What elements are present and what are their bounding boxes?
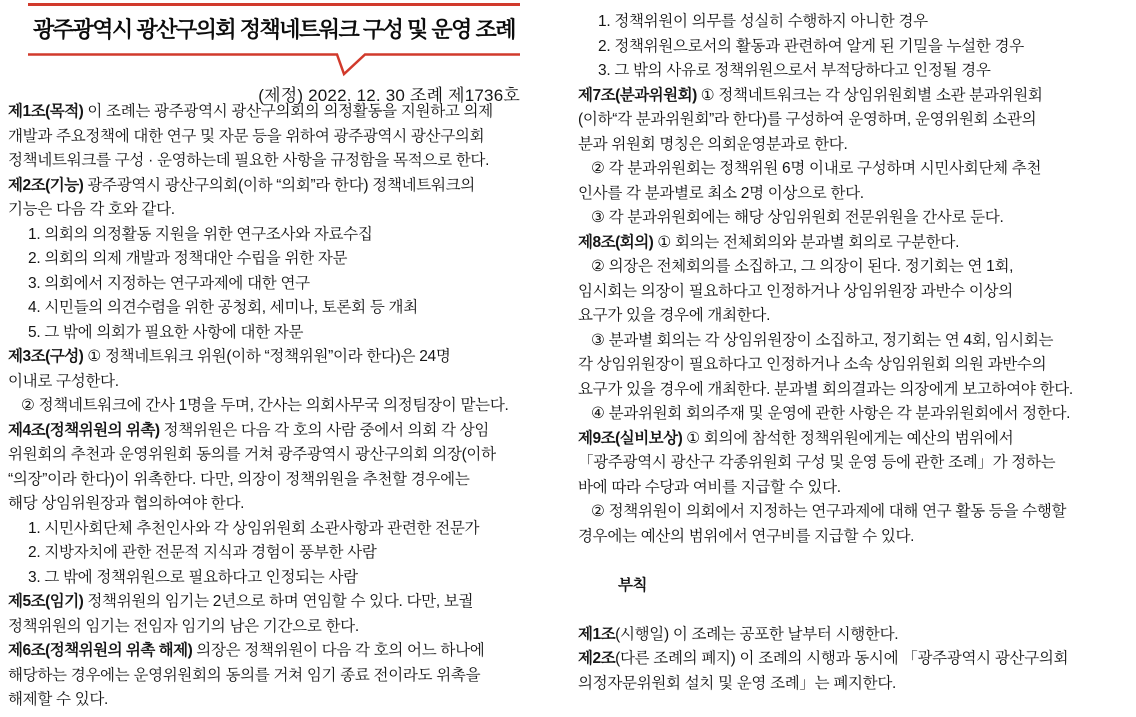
text-line [8, 321, 568, 346]
text-line [578, 672, 1136, 697]
line-text: 인사를 각 분과별로 최소 2명 이상으로 한다. [578, 184, 864, 202]
line-text: 의장은 정책위원이 다음 각 호의 어느 하나에 [192, 642, 485, 659]
text-line [578, 304, 1136, 329]
title-underline-callout [28, 53, 520, 79]
text-line [578, 353, 1136, 378]
article-label: 제9조(실비보상) [578, 429, 683, 447]
right-column [578, 10, 1136, 696]
line-text: 정책위원의 임기는 2년으로 하며 연임할 수 있다. 다만, 보궐 [83, 593, 474, 610]
line-text: 2. 정책위원으로서의 활동과 관련하여 알게 된 기밀을 누설한 경우 [598, 37, 1024, 55]
text-line [8, 639, 568, 664]
left-column [8, 100, 568, 713]
text-line [578, 231, 1136, 256]
text-line [8, 174, 568, 199]
article-label: 제2조(기능) [8, 176, 84, 194]
article-label: 제5조(임기) [8, 593, 84, 610]
text-line [578, 329, 1136, 354]
text-line [8, 688, 568, 713]
text-line [8, 247, 568, 272]
text-line [578, 35, 1136, 60]
text-line [8, 664, 568, 689]
line-text: ③ 분과별 회의는 각 상임위원장이 소집하고, 정기회는 연 4회, 임시회는 [591, 331, 1054, 349]
line-text: 이 조례는 광주광역시 광산구의회의 의정활동을 지원하고 의제 [83, 103, 493, 120]
article-label: 제1조 [578, 625, 616, 643]
article-label: 부칙 [618, 576, 647, 594]
line-text: 5. 그 밖에 의회가 필요한 사항에 대한 자문 [28, 323, 304, 341]
text-line [8, 492, 568, 517]
text-line [8, 541, 568, 566]
text-line [578, 500, 1136, 525]
text-line [578, 427, 1136, 452]
line-text: “의장”이라 한다)이 위촉한다. 다만, 의장이 정책위원을 추천할 경우에는 [8, 470, 470, 488]
text-line [578, 647, 1136, 672]
article-label: 제8조(회의) [578, 233, 654, 251]
line-text: (다른 조례의 폐지) 이 조례의 시행과 동시에 「광주광역시 광산구의회 [615, 650, 1069, 667]
text-line [8, 370, 568, 395]
line-text: ② 정책위원이 의회에서 지정하는 연구과제에 대해 연구 활동 등을 수행할 [591, 503, 1067, 520]
line-text: 해제할 수 있다. [8, 691, 109, 708]
line-text: (시행일) 이 조례는 공포한 날부터 시행한다. [615, 625, 899, 643]
text-line [8, 419, 568, 444]
line-text: 위원회의 추천과 운영위원회 동의를 거쳐 광주광역시 광산구의회 의장(이하 [8, 446, 496, 463]
line-text: ① 회의에 참석한 정책위원에게는 예산의 범위에서 [682, 429, 1014, 447]
text-line [8, 149, 568, 174]
article-label: 제1조(목적) [8, 103, 84, 120]
text-line [8, 272, 568, 297]
line-text: 이내로 구성한다. [8, 372, 119, 390]
line-text: 정책네트워크를 구성 · 운영하는데 필요한 사항을 규정함을 목적으로 한다. [8, 152, 490, 169]
article-label: 제6조(정책위원의 위촉 해제) [8, 642, 193, 659]
text-line [578, 451, 1136, 476]
text-line [578, 280, 1136, 305]
text-line [578, 84, 1136, 109]
text-line [578, 255, 1136, 280]
line-text: 의정자문위원회 설치 및 운영 조례」는 폐지한다. [578, 674, 897, 692]
line-text: ② 의장은 전체회의를 소집하고, 그 의장이 된다. 정기회는 연 1회, [591, 258, 1014, 275]
text-line [8, 223, 568, 248]
text-line [578, 378, 1136, 403]
title-top-rule [28, 3, 520, 6]
line-text: ① 정책네트워크 위원(이하 “정책위원”이라 한다)은 24명 [83, 348, 451, 365]
text-line [578, 157, 1136, 182]
article-label: 제2조 [578, 650, 616, 667]
line-text: 요구가 있을 경우에 개최한다. 분과별 회의결과는 의장에게 보고하여야 한다. [578, 380, 1073, 398]
document-title: 광주광역시 광산구의회 정책네트워크 구성 및 운영 조례 [33, 17, 515, 42]
line-text: 1. 의회의 의정활동 지원을 위한 연구조사와 자료수집 [28, 225, 373, 243]
line-text: 정책위원의 임기는 전임자 임기의 남은 기간으로 한다. [8, 617, 359, 635]
text-line [8, 198, 568, 223]
line-text: 2. 지방자치에 관한 전문적 지식과 경험이 풍부한 사람 [28, 544, 377, 561]
text-line [578, 206, 1136, 231]
text-line [578, 59, 1136, 84]
spacer-line [578, 549, 1136, 574]
line-text: 분과 위원회 명칭은 의회운영분과로 한다. [578, 135, 848, 153]
text-line [578, 525, 1136, 550]
line-text: ① 정책네트워크는 각 상임위원회별 소관 분과위원회 [696, 86, 1043, 104]
line-text: 4. 시민들의 의견수렴을 위한 공청회, 세미나, 토론회 등 개최 [28, 299, 418, 316]
line-text: 기능은 다음 각 호와 같다. [8, 201, 175, 218]
line-text: 3. 그 밖의 사유로 정책위원으로서 부적당하다고 인정될 경우 [598, 62, 991, 79]
text-line [578, 133, 1136, 158]
line-text: (이하“각 분과위원회”라 한다)를 구성하여 운영하며, 운영위원회 소관의 [578, 111, 1037, 128]
line-text: 경우에는 예산의 범위에서 연구비를 지급할 수 있다. [578, 527, 915, 545]
line-text: 해당하는 경우에는 운영위원회의 동의를 거쳐 임기 종료 전이라도 위촉을 [8, 666, 481, 684]
line-text: 요구가 있을 경우에 개최한다. [578, 307, 771, 324]
text-line [578, 10, 1136, 35]
text-line [8, 100, 568, 125]
line-text: 2. 의회의 의제 개발과 정책대안 수립을 위한 자문 [28, 250, 348, 267]
line-text: 정책위원은 다음 각 호의 사람 중에서 의회 각 상임 [159, 421, 490, 439]
text-line [8, 566, 568, 591]
text-line [578, 623, 1136, 648]
text-line [8, 590, 568, 615]
spacer-line [578, 598, 1136, 623]
line-text: 해당 상임위원장과 협의하여야 한다. [8, 495, 245, 512]
text-line [8, 468, 568, 493]
line-text: ② 정책네트워크에 간사 1명을 두며, 간사는 의회사무국 의정팀장이 맡는다. [21, 397, 509, 414]
article-label: 제4조(정책위원의 위촉) [8, 421, 160, 439]
article-label: 제3조(구성) [8, 348, 84, 365]
line-text: 1. 정책위원이 의무를 성실히 수행하지 아니한 경우 [598, 13, 928, 30]
title-banner [28, 0, 520, 80]
text-line [578, 402, 1136, 427]
line-text: 바에 따라 수당과 여비를 지급할 수 있다. [578, 478, 841, 496]
line-text: 「광주광역시 광산구 각종위원회 구성 및 운영 등에 관한 조례」가 정하는 [578, 454, 1056, 471]
annex-heading [578, 574, 1136, 599]
text-line [8, 394, 568, 419]
line-text: ④ 분과위원회 회의주재 및 운영에 관한 사항은 각 분과위원회에서 정한다. [591, 405, 1071, 422]
text-line [8, 517, 568, 542]
text-line [8, 296, 568, 321]
line-text: 광주광역시 광산구의회(이하 “의회”라 한다) 정책네트워크의 [83, 176, 475, 194]
line-text: 3. 그 밖에 정책위원으로 필요하다고 인정되는 사람 [28, 568, 358, 586]
line-text: 임시회는 의장이 필요하다고 인정하거나 상임위원장 과반수 이상의 [578, 282, 1013, 300]
line-text: 개발과 주요정책에 대한 연구 및 자문 등을 위하여 광주광역시 광산구의회 [8, 127, 485, 145]
text-line [578, 182, 1136, 207]
line-text: 3. 의회에서 지정하는 연구과제에 대한 연구 [28, 274, 310, 292]
line-text: ② 각 분과위원회는 정책위원 6명 이내로 구성하며 시민사회단체 추천 [591, 160, 1042, 177]
text-line [8, 125, 568, 150]
text-line [8, 615, 568, 640]
text-line [8, 345, 568, 370]
line-text: 각 상임위원장이 필요하다고 인정하거나 소속 상임위원회 의원 과반수의 [578, 356, 1047, 373]
line-text: 1. 시민사회단체 추천인사와 각 상임위원회 소관사항과 관련한 전문가 [28, 519, 480, 537]
text-line [8, 443, 568, 468]
text-line [578, 476, 1136, 501]
line-text: ① 회의는 전체회의와 분과별 회의로 구분한다. [653, 233, 960, 251]
text-line [578, 108, 1136, 133]
line-text: ③ 각 분과위원회에는 해당 상임위원회 전문위원을 간사로 둔다. [591, 209, 1004, 226]
article-label: 제7조(분과위원회) [578, 86, 697, 104]
enactment-info: (제정) 2022. 12. 30 조례 제1736호 [258, 86, 520, 105]
